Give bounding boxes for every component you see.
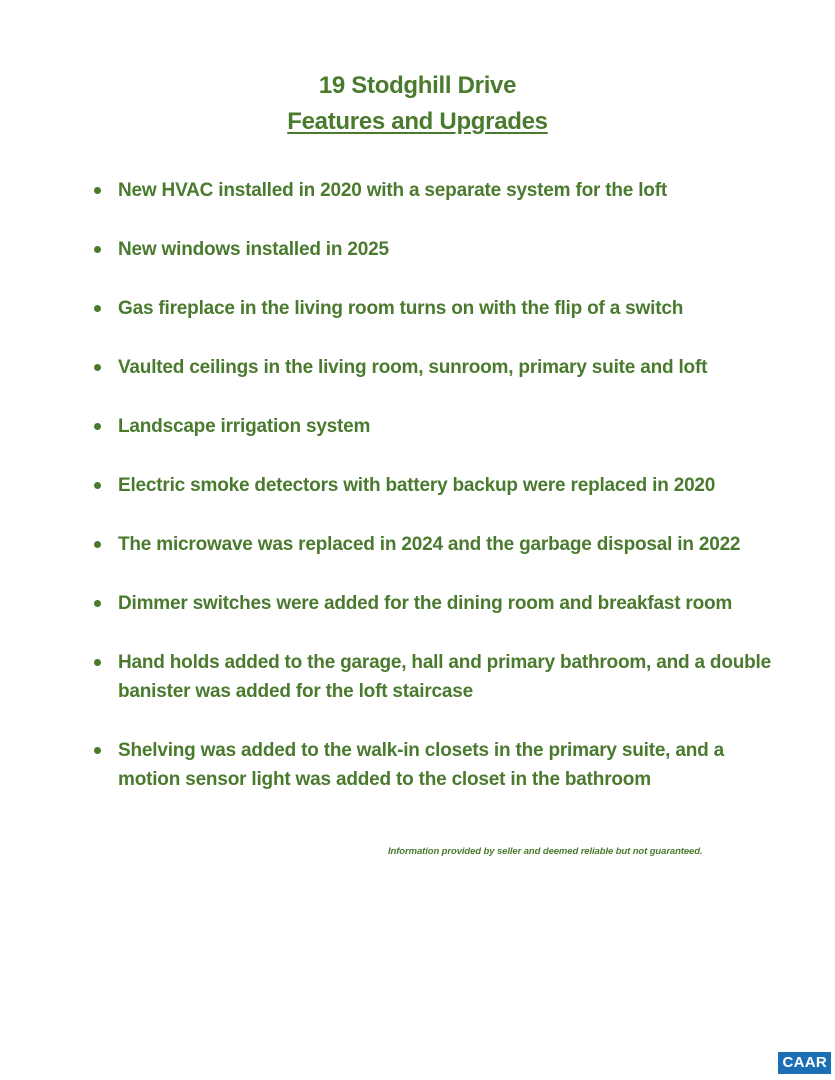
feature-text: Landscape irrigation system <box>118 416 371 437</box>
feature-text: New HVAC installed in 2020 with a separate system for the loft <box>118 180 667 201</box>
document-title: 19 Stodghill Drive <box>318 72 517 99</box>
feature-text: The microwave was replaced in 2024 and the garbage disposal in 2022 <box>118 534 741 555</box>
bullet-icon <box>94 305 101 312</box>
bullet-icon <box>94 187 101 194</box>
list-item <box>90 648 780 706</box>
list-item <box>90 471 780 500</box>
list-item <box>90 235 780 264</box>
list-item <box>90 736 780 794</box>
feature-text: Dimmer switches were added for the dining room and breakfast room <box>118 593 733 614</box>
bullet-icon <box>94 482 101 489</box>
features-list <box>90 176 780 824</box>
list-item <box>90 412 780 441</box>
feature-text: New windows installed in 2025 <box>118 239 389 260</box>
bullet-icon <box>94 541 101 548</box>
bullet-icon <box>94 600 101 607</box>
list-item <box>90 294 780 323</box>
feature-text: Vaulted ceilings in the living room, sunroom, primary suite and loft <box>118 357 708 378</box>
feature-text: Shelving was added to the walk-in closets in the primary suite, and a motion sensor light was added to the closet in the bathroom <box>118 740 724 790</box>
bullet-icon <box>94 364 101 371</box>
list-item <box>90 530 780 559</box>
document-subtitle: Features and Upgrades <box>287 108 548 135</box>
bullet-icon <box>94 747 101 754</box>
bullet-icon <box>94 423 101 430</box>
bullet-icon <box>94 246 101 253</box>
feature-text: Gas fireplace in the living room turns on with the flip of a switch <box>118 298 684 319</box>
list-item <box>90 176 780 205</box>
feature-text: Hand holds added to the garage, hall and primary bathroom, and a double banister was added for the loft staircase <box>118 652 771 702</box>
list-item <box>90 353 780 382</box>
caar-logo: CAAR <box>778 1052 831 1074</box>
bullet-icon <box>94 659 101 666</box>
feature-text: Electric smoke detectors with battery backup were replaced in 2020 <box>118 475 716 496</box>
disclaimer: Information provided by seller and deemed reliable but not guaranteed. <box>388 846 703 857</box>
list-item <box>90 589 780 618</box>
